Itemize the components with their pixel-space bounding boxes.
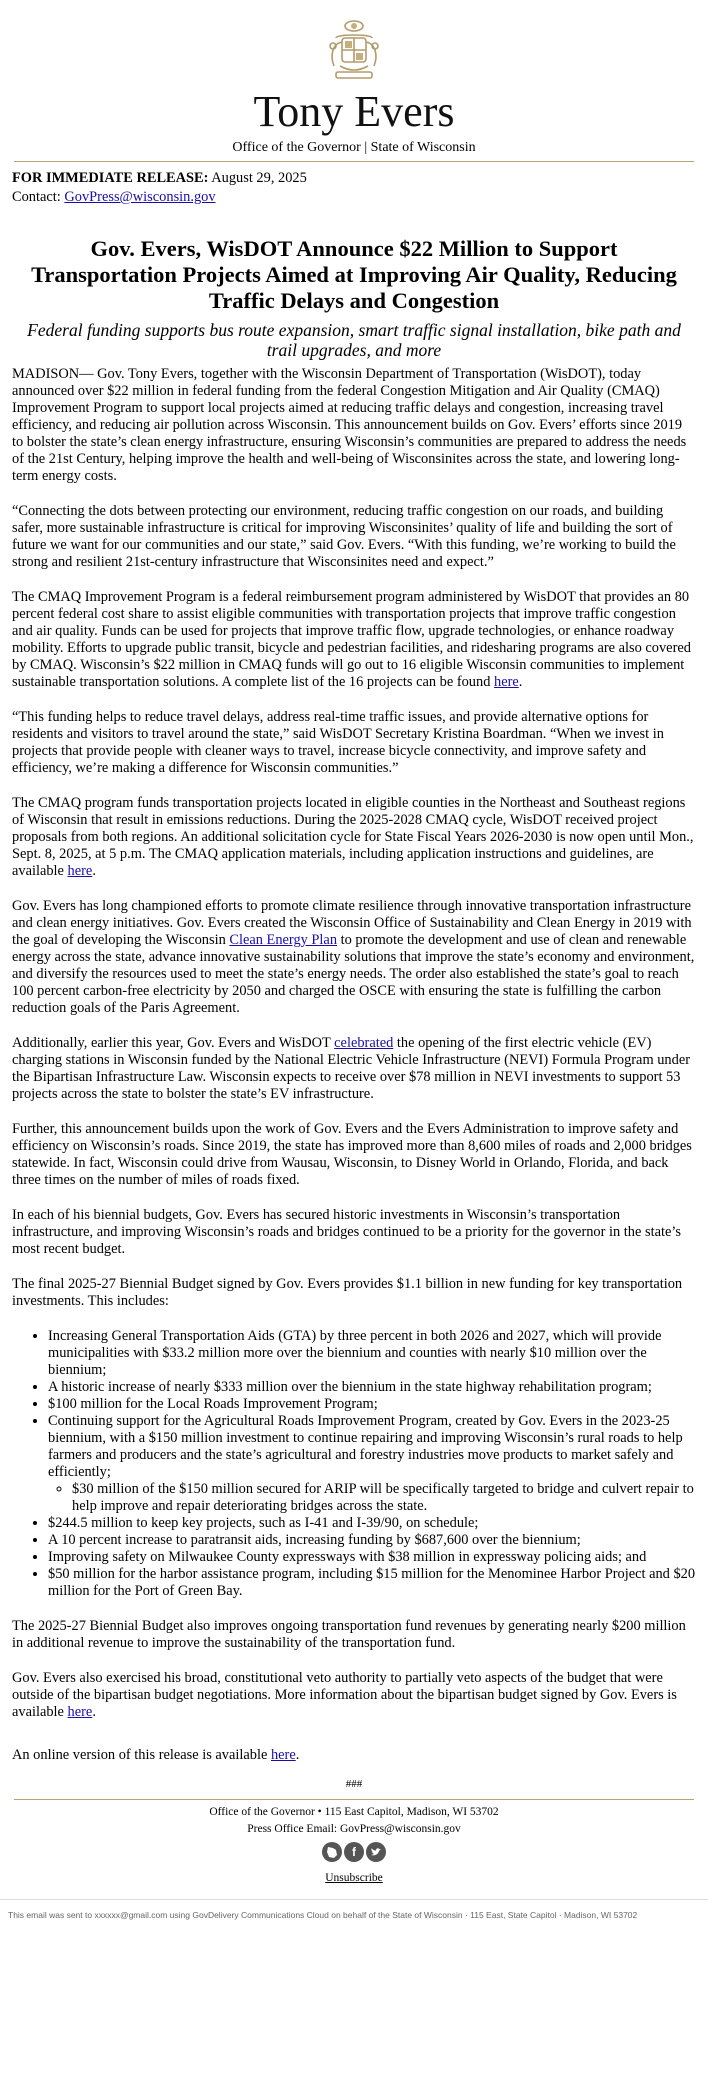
governor-name: Tony Evers: [253, 87, 455, 136]
paragraph-climate-resilience: [12, 898, 696, 1017]
contact-label: Contact:: [12, 189, 61, 205]
list-item: • $50 million for the harbor assistance program, including $15 million for the Menominee Harbor Project and $20 million for the Port of Green Bay.: [48, 1566, 696, 1600]
email-disclaimer: This email was sent to xxxxxx@gmail.com using GovDelivery Communications Cloud on behalf of the State of Wisconsin · 115 East, State Capitol · Madison, WI 53702: [0, 1899, 708, 1921]
paragraph-governor-quote: “Connecting the dots between protecting our environment, reducing traffic congestion on our roads, and building safer, more sustainable infrastructure is critical for improving Wisconsinites’ quality of life and building the sort of future we want for our communities and our state,” said Gov. Evers. “With this funding, we’re working to build the strong and resilient 21st-century infrastructure that Wisconsinites need and expect.”: [12, 503, 676, 570]
office-label: Office of the Governor: [232, 140, 361, 155]
paragraph-text: the opening of the first electric vehicle (EV) charging stations in Wisconsin funded by the National Electric Vehicle Infrastructure (NEVI) Formula Program under the Bipartisan Infrastructure Law. Wisconsin expects to receive over $78 million in NEVI investments to support 53 projects across the state to bolster the state’s EV infrastructure.: [12, 1035, 690, 1102]
paragraph-text: The CMAQ Improvement Program is a federal reimbursement program administered by WisDOT that provides an 80 percent federal cost share to assist eligible communities with transportation projects that improve traffic congestion and air quality. Funds can be used for projects that improve traffic flow, upgrade technologies, or enhance roadway mobility. Efforts to upgrade public transit, bicycle and pedestrian facilities, and ridesharing programs are also covered by CMAQ. Wisconsin’s $22 million in CMAQ funds will go out to 16 eligible Wisconsin communities to implement sustainable transportation solutions. A complete list of the 16 projects can be found: [12, 589, 691, 690]
contact-email-link[interactable]: GovPress@wisconsin.gov: [64, 189, 216, 205]
list-item: • Increasing General Transportation Aids (GTA) by three percent in both 2026 and 2027, which will provide municipalities with $33.2 million more over the biennium and counties with nearly $10 million over the biennium;: [48, 1328, 696, 1379]
paragraph-text: Additionally, earlier this year, Gov. Evers and WisDOT: [12, 1035, 335, 1051]
budget-sublist: [48, 1481, 696, 1515]
paragraph-revenue: The 2025-27 Biennial Budget also improves ongoing transportation fund revenues by generating nearly $200 million in additional revenue to improve the sustainability of the transportation fund.: [12, 1618, 686, 1651]
list-item: [48, 1413, 696, 1515]
office-separator: |: [364, 140, 371, 155]
paragraph-text: The CMAQ program funds transportation projects located in eligible counties in the Northeast and Southeast regions of Wisconsin that result in emissions reductions. During the 2025-2028 CMAQ cycle, WisDOT received project proposals from both regions. An additional solicitation cycle for State Fiscal Years 2026-2030 is now open until Mon., Sept. 8, 2025, at 5 p.m. The CMAQ application materials, including application instructions and guidelines, are available: [12, 795, 694, 879]
paragraph-intro: MADISON— Gov. Tony Evers, together with the Wisconsin Department of Transportation (WisDOT), today announced over $22 million in federal funding from the federal Congestion Mitigation and Air Quality (CMAQ) Improvement Program to support local projects aimed at reducing traffic delays and congestion, increasing travel efficiency, and reducing air pollution across Wisconsin. This announcement builds on Gov. Evers’ efforts since 2019 to bolster the state’s clean energy infrastructure, ensuring Wisconsin’s communities are prepared to address the needs of the 21st Century, helping improve the health and well-being of Wisconsinites across the state, and lowering long-term energy costs.: [12, 366, 687, 484]
contact-line: [12, 189, 696, 206]
release-date: August 29, 2025: [211, 170, 307, 186]
footer-address: Office of the Governor • 115 East Capitol, Madison, WI 53702: [209, 1806, 499, 1818]
projects-list-link[interactable]: here: [494, 674, 519, 690]
paragraph-text: Gov. Evers has long championed efforts to promote climate resilience through innovative transportation infrastructure and clean energy initiatives. Gov. Evers created the Wisconsin Office of Sustainability and Clean Energy in 2019 with the goal of developing the Wisconsin: [12, 898, 692, 948]
list-item-text: Continuing support for the Agricultural Roads Improvement Program, created by Gov. Evers in the 2023-25 biennium, with a $150 million investment to continue repairing and improving Wisconsin’s rural roads to help farmers and producers and the state’s agricultural and forestry industries move products to market safely and efficiently;: [48, 1413, 683, 1480]
list-item: • $244.5 million to keep key projects, such as I-41 and I-39/90, on schedule;: [48, 1515, 696, 1532]
letterhead: [0, 0, 708, 156]
paragraph-text: An online version of this release is available: [12, 1747, 271, 1763]
celebrated-link[interactable]: celebrated: [334, 1035, 394, 1051]
paragraph-end: .: [295, 1747, 300, 1763]
paragraph-budget-intro: The final 2025-27 Biennial Budget signed by Gov. Evers provides $1.1 billion in new funding for key transportation investments. This includes:: [12, 1276, 683, 1309]
budget-list: [12, 1328, 696, 1600]
paragraph-cmaq-cycle: [12, 795, 696, 880]
header-divider: [14, 161, 694, 162]
application-materials-link[interactable]: here: [67, 863, 93, 879]
sublist-item: ◦ $30 million of the $150 million secured for ARIP will be specifically targeted to bridge and culvert repair to help improve and repair deteriorating bridges across the state.: [72, 1481, 696, 1515]
paragraph-road-safety: Further, this announcement builds upon the work of Gov. Evers and the Evers Administration to improve safety and efficiency on Wisconsin’s roads. Since 2019, the state has improved more than 8,600 miles of roads and 2,000 bridges statewide. In fact, Wisconsin could drive from Wausau, Wisconsin, to Disney World in Orlando, Florida, and back three times on the number of miles of roads fixed.: [12, 1121, 692, 1188]
paragraph-ev-charging: [12, 1035, 696, 1103]
wisconsin-seal-icon: [322, 16, 386, 84]
list-item: • $100 million for the Local Roads Improvement Program;: [48, 1396, 696, 1413]
state-label: State of Wisconsin: [370, 140, 476, 155]
facebook-icon[interactable]: f: [344, 1842, 364, 1862]
paragraph-text: Gov. Evers also exercised his broad, constitutional veto authority to partially veto aspects of the budget that were outside of the bipartisan budget negotiations. More information about the bipartisan budget signed by Gov. Evers is available: [12, 1670, 677, 1720]
list-item: • A historic increase of nearly $333 million over the biennium in the state highway rehabilitation program;: [48, 1379, 696, 1396]
paragraph-end: .: [518, 674, 523, 690]
office-line: [0, 140, 708, 156]
list-item: • Improving safety on Milwaukee County expressways with $38 million in expressway policing aids; and: [48, 1549, 696, 1566]
paragraph-cmaq-program: [12, 589, 696, 691]
budget-info-link[interactable]: here: [67, 1704, 93, 1720]
end-mark: ###: [345, 1778, 363, 1790]
release-body: [0, 170, 708, 1793]
paragraph-text: to promote the development and use of clean and renewable energy across the state, advance innovative sustainability solutions that improve the state’s economy and environment, and diversify the resources used to meet the state’s energy needs. The order also established the state’s goal to reach 100 percent carbon-free electricity by 2050 and charged the OSCE with ensuring the state is fulfilling the carbon reduction goals of the Paris Agreement.: [12, 932, 695, 1016]
headline: Gov. Evers, WisDOT Announce $22 Million to Support Transportation Projects Aimed at Improving Air Quality, Reducing Traffic Delays and Congestion: [31, 236, 677, 313]
release-label: FOR IMMEDIATE RELEASE:: [12, 170, 209, 186]
paragraph-end: .: [92, 863, 96, 879]
release-line: [12, 170, 696, 187]
twitter-icon[interactable]: [366, 1842, 386, 1862]
subheadline: Federal funding supports bus route expansion, smart traffic signal installation, bike path and trail upgrades, and more: [27, 320, 681, 360]
unsubscribe-link[interactable]: Unsubscribe: [325, 1872, 383, 1884]
wisconsin-map-icon[interactable]: [322, 1842, 342, 1862]
paragraph-end: .: [92, 1704, 96, 1720]
clean-energy-plan-link[interactable]: Clean Energy Plan: [229, 932, 338, 948]
footer-divider: [14, 1799, 694, 1800]
paragraph-secretary-quote: “This funding helps to reduce travel delays, address real-time traffic issues, and provide alternative options for residents and visitors to travel around the state,” said WisDOT Secretary Kristina Boardman. “When we invest in projects that provide people with cleaner ways to travel, increase bicycle connectivity, and improve safety and efficiency, we’re making a difference for Wisconsin communities.”: [12, 709, 664, 776]
list-item: • A 10 percent increase to paratransit aids, increasing funding by $687,600 over the biennium;: [48, 1532, 696, 1549]
paragraph-biennial-budgets: In each of his biennial budgets, Gov. Evers has secured historic investments in Wisconsin’s transportation infrastructure, and improving Wisconsin’s roads and bridges continued to be a priority for the governor in the state’s most recent budget.: [12, 1207, 681, 1257]
footer: [0, 1804, 708, 1887]
paragraph-veto: [12, 1670, 696, 1721]
unsubscribe-row: [0, 1870, 708, 1887]
footer-press-email: Press Office Email: GovPress@wisconsin.gov: [247, 1823, 461, 1835]
social-links: [0, 1842, 708, 1862]
online-version-link[interactable]: here: [270, 1747, 296, 1763]
paragraph-online-version: [12, 1747, 696, 1764]
